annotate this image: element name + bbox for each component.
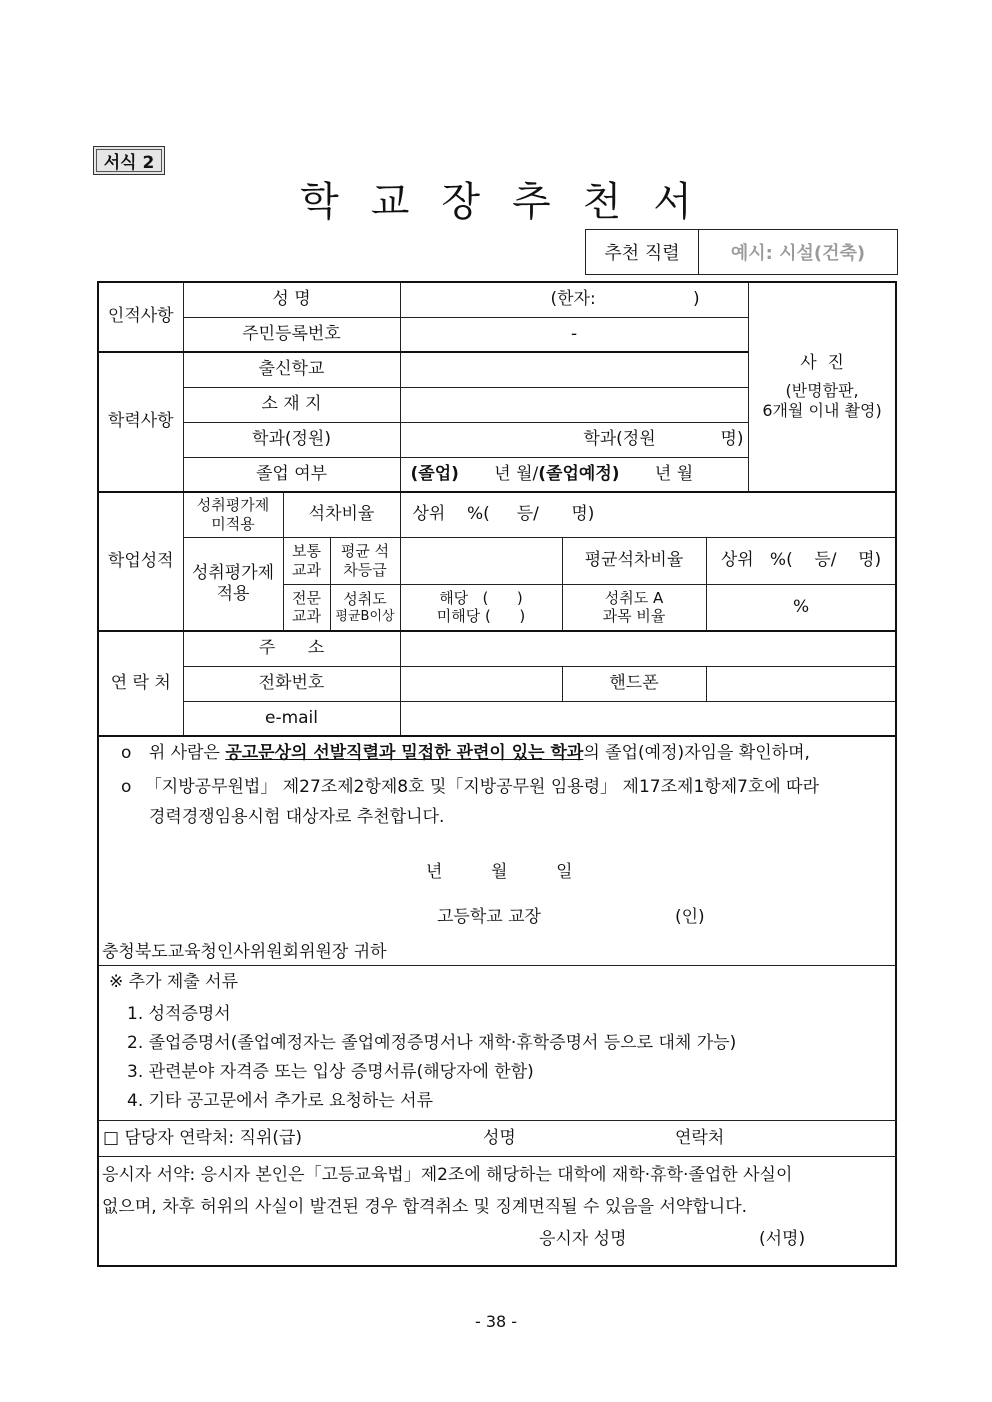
oath-line-2: 없으며, 차후 허위의 사실이 발견된 경우 합격취소 및 징계면직될 수 있음을 서약합니다.: [102, 1197, 748, 1217]
document-item: 1. 성적증명서: [127, 1004, 231, 1024]
certification-area: [98, 736, 896, 966]
graduation-label: 졸업 여부: [183, 457, 400, 492]
additional-documents-title: ※ 추가 제출 서류: [109, 972, 238, 992]
certification-date[interactable]: 년 월 일: [426, 862, 573, 882]
document-item: 2. 졸업증명서(졸업예정자는 졸업예정증명서나 재학·휴학증명서 등으로 대체 가능): [127, 1033, 737, 1053]
expected-graduation-option[interactable]: (졸업예정): [538, 463, 620, 484]
department-label: 학과(정원): [183, 422, 400, 457]
photo-title: 사 진: [800, 353, 844, 374]
department-field[interactable]: 학과(정원 명): [400, 422, 748, 457]
document-item: 4. 기타 공고문에서 추가로 요청하는 서류: [127, 1091, 433, 1111]
recommended-position-field[interactable]: 예시: 시설(건축): [730, 243, 866, 264]
average-rank-ratio-label: 평균석차비율: [562, 537, 706, 584]
contact-section-label: 연 락 처: [98, 631, 183, 736]
photo-area[interactable]: [748, 282, 896, 492]
achievement-a-ratio-label: [562, 584, 706, 631]
manager-name-label: 성명: [483, 1128, 516, 1148]
mobile-field[interactable]: [706, 666, 896, 701]
grades-section-label: 학업성적: [98, 492, 183, 631]
achievement-system-not-applied-label: 성취평가제 미적용: [183, 492, 283, 537]
photo-note-2: 6개월 이내 촬영): [762, 400, 882, 420]
seal-mark[interactable]: (인): [675, 907, 705, 927]
applicable-option[interactable]: 해당 ( ): [439, 588, 523, 607]
rrn-field[interactable]: -: [400, 317, 748, 352]
location-label: 소 재 지: [183, 387, 400, 422]
applicant-signature[interactable]: (서명): [759, 1229, 806, 1249]
general-subject-label: 보통 교과: [283, 537, 330, 584]
expected-graduation-date: 년 월: [654, 463, 694, 484]
rank-ratio-label: 석차비율: [283, 492, 400, 537]
page-number: - 38 -: [474, 1312, 518, 1331]
bullet-1: o: [121, 743, 132, 763]
address-field[interactable]: [400, 631, 896, 666]
rank-ratio-field[interactable]: 상위 %( 등/ 명): [400, 492, 896, 537]
photo-note-1: (반명함판,: [785, 380, 859, 400]
manager-contact-row: [98, 1121, 896, 1157]
not-applicable-option[interactable]: 미해당 ( ): [436, 607, 526, 626]
name-field[interactable]: [400, 282, 748, 317]
document-title: 학교장추천서: [300, 179, 724, 225]
recommendation-form-table: [97, 281, 897, 1267]
principal-label: 고등학교 교장: [437, 907, 541, 927]
recommended-position-label: 추천 직렬: [586, 230, 699, 274]
applicant-name-label: 응시자 성명: [539, 1229, 627, 1249]
education-section-label: 학력사항: [98, 352, 183, 492]
address-label: 주 소: [183, 631, 400, 666]
achievement-label: 성취도: [343, 589, 387, 608]
average-rank-ratio-field[interactable]: 상위 %( 등/ 명): [706, 537, 896, 584]
manager-position-label: □ 담당자 연락처: 직위(급): [103, 1128, 303, 1148]
line1-suffix: 의 졸업(예정)자임을 확인하며,: [583, 743, 810, 763]
average-rank-grade-label: 평균 석차등급: [330, 537, 400, 584]
line1-prefix: 위 사람은: [148, 743, 226, 763]
average-b-above-label: 평균B이상: [335, 608, 395, 624]
recommended-position-box: [585, 229, 898, 275]
achievement-a-label: 성취도 A: [604, 588, 664, 607]
email-field[interactable]: [400, 701, 896, 736]
graduation-field[interactable]: [400, 457, 748, 492]
line2-text: 「지방공무원법」 제27조제2항제8호 및「지방공무원 임용령」 제17조제1항제7호에 따라: [144, 777, 820, 797]
subject-ratio-label: 과목 비율: [602, 607, 666, 626]
certification-line-2: [121, 777, 819, 798]
achievement-a-ratio-field[interactable]: %: [706, 584, 896, 631]
school-field[interactable]: [400, 352, 748, 387]
oath-line-1: 응시자 서약: 응시자 본인은「고등교육법」제2조에 해당하는 대학에 재학·휴학·졸업한 사실이: [102, 1165, 793, 1185]
certification-line-1: [121, 743, 810, 764]
hanja-field[interactable]: (한자: ): [550, 289, 700, 310]
certification-line-3: 경력경쟁임용시험 대상자로 추천합니다.: [149, 807, 445, 827]
email-label: e-mail: [183, 701, 400, 736]
school-label: 출신학교: [183, 352, 400, 387]
bullet-2: o: [121, 777, 132, 797]
document-item: 3. 관련분야 자격증 또는 입상 증명서류(해당자에 한함): [127, 1062, 534, 1082]
personal-info-section-label: 인적사항: [98, 282, 183, 352]
form-number-label: 서식 2: [96, 149, 162, 172]
applicable-field[interactable]: [400, 584, 562, 631]
phone-label: 전화번호: [183, 666, 400, 701]
phone-field[interactable]: [400, 666, 562, 701]
addressee: 충청북도교육청인사위원회위원장 귀하: [102, 942, 387, 962]
line1-emphasis: 공고문상의 선발직렬과 밀접한 관련이 있는 학과: [225, 743, 584, 763]
manager-contact-label: 연락처: [675, 1128, 725, 1148]
applicant-oath-area: [98, 1157, 896, 1267]
additional-documents-area: [98, 966, 896, 1121]
achievement-b-label: [330, 584, 400, 631]
special-subject-label: 전문 교과: [283, 584, 330, 631]
rrn-label: 주민등록번호: [183, 317, 400, 352]
mobile-label: 핸드폰: [562, 666, 706, 701]
graduated-option[interactable]: (졸업): [410, 463, 459, 484]
achievement-system-applied-label: 성취평가제 적용: [183, 537, 283, 631]
average-rank-grade-field[interactable]: [400, 537, 562, 584]
graduated-date: 년 월/: [494, 463, 539, 484]
name-label: 성 명: [183, 282, 400, 317]
location-field[interactable]: [400, 387, 748, 422]
